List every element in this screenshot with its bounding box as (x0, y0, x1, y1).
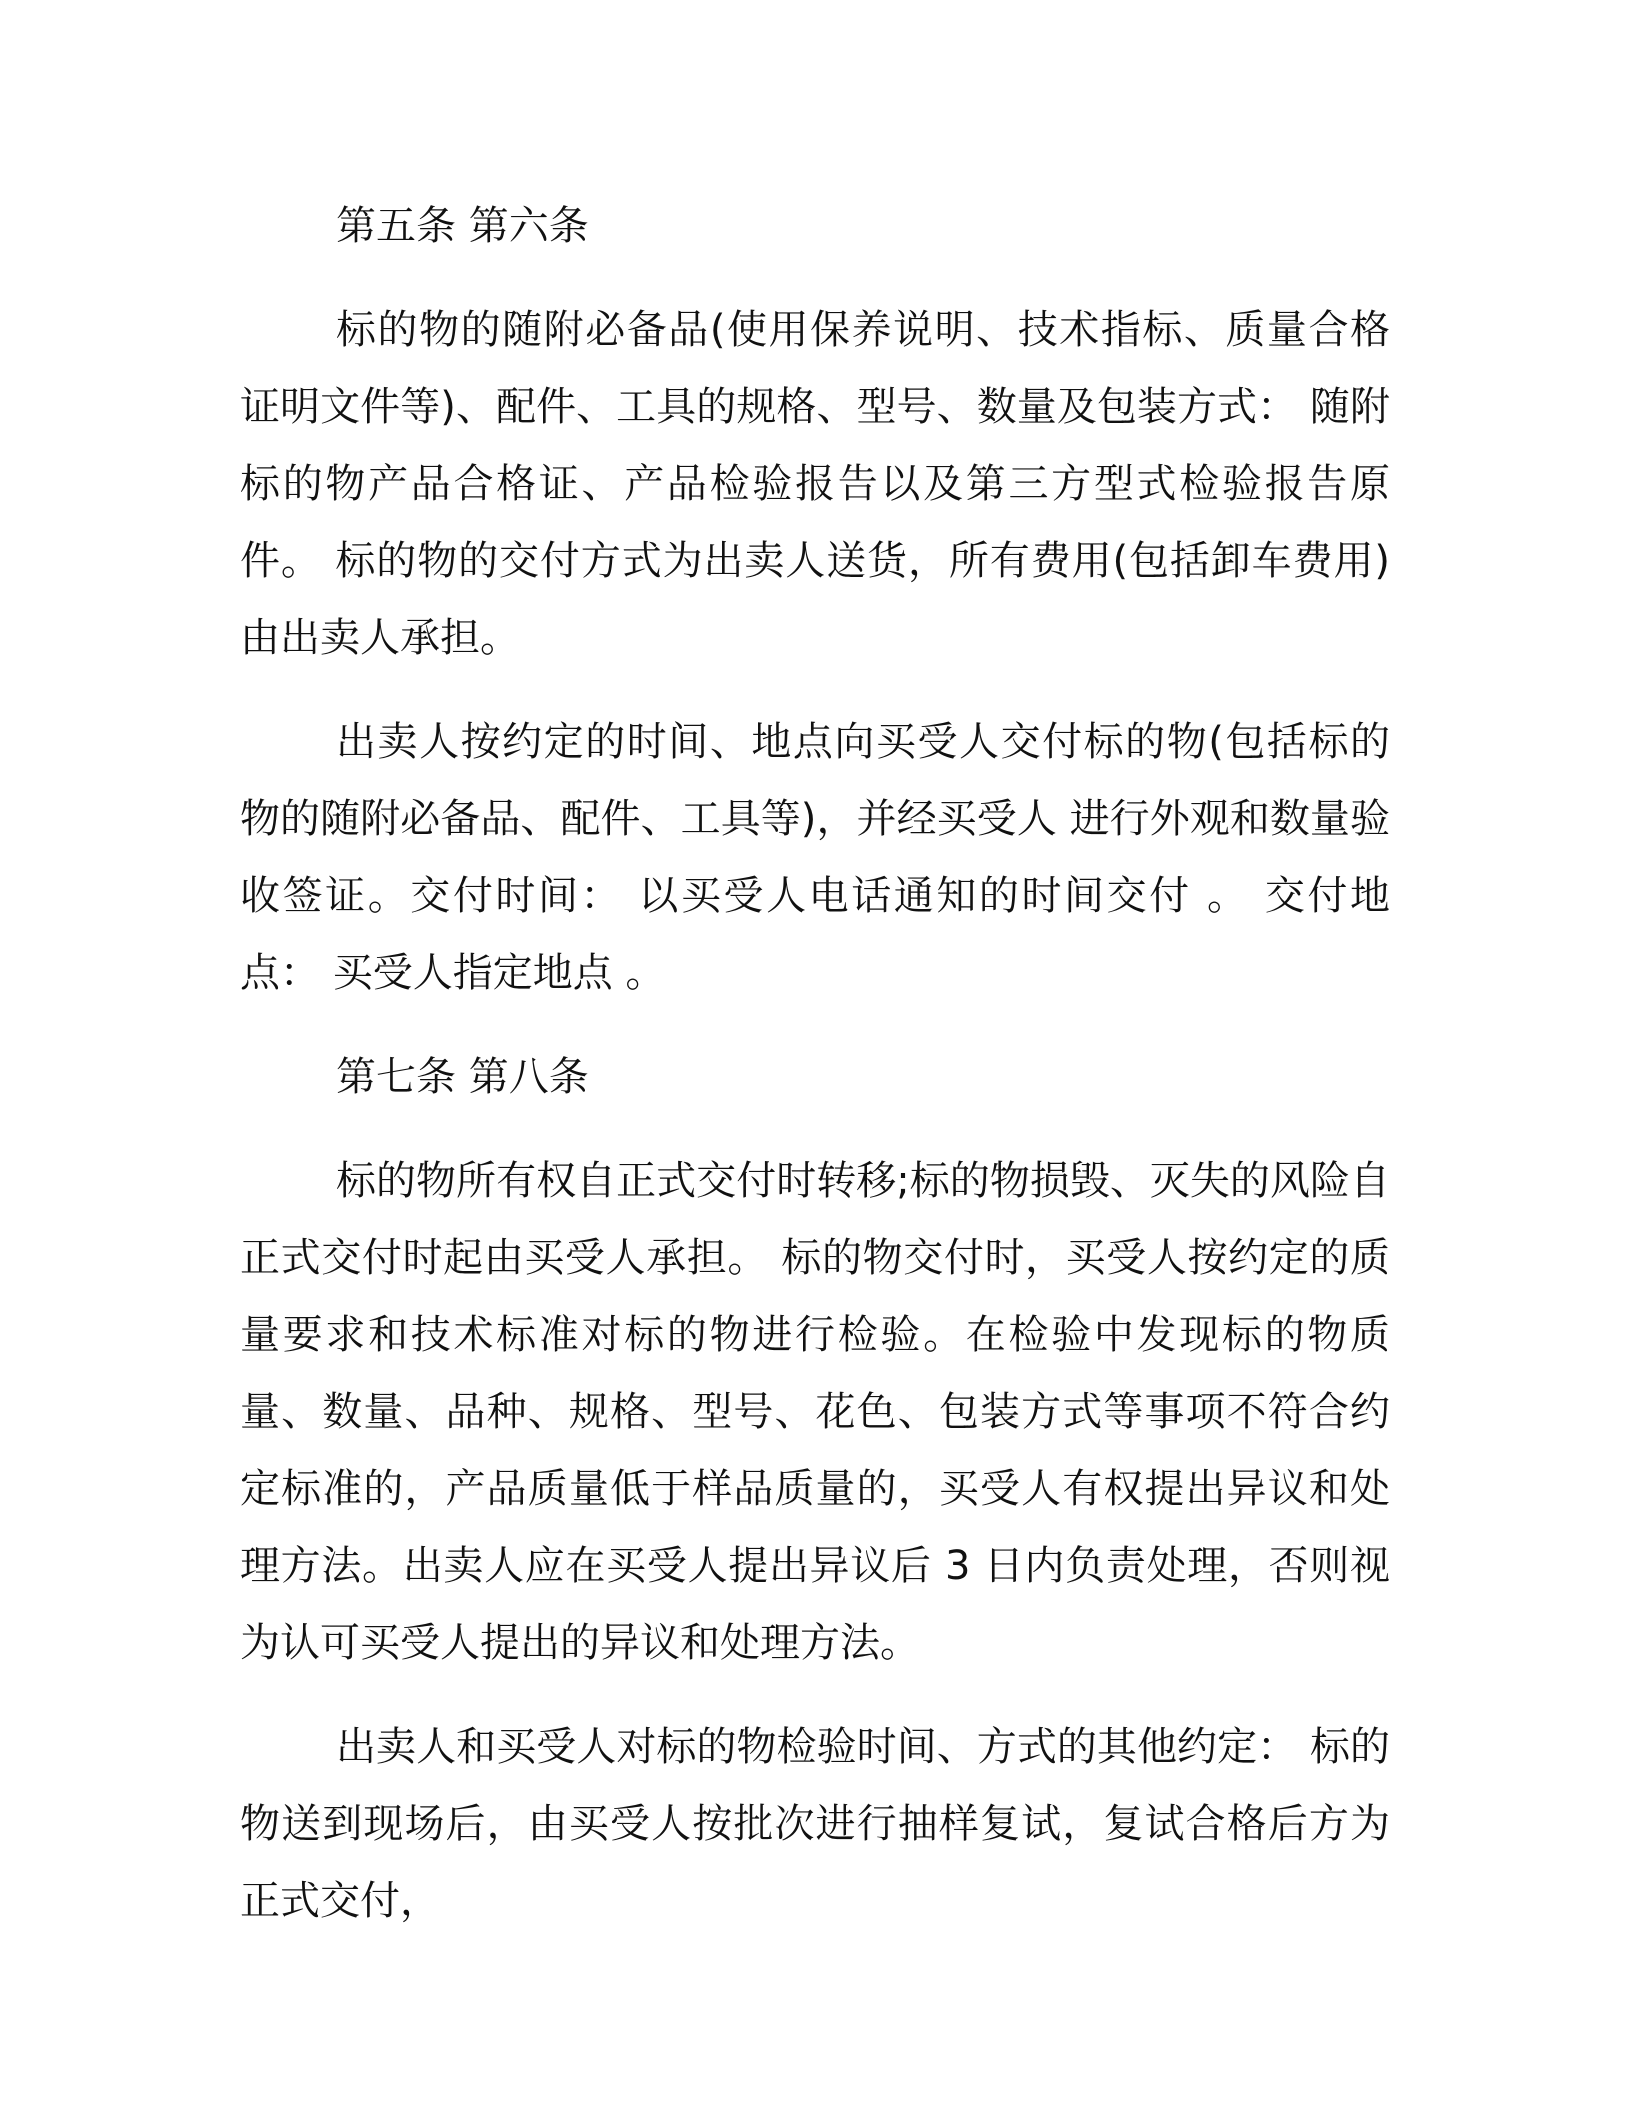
paragraph-inspection-terms: 出卖人和买受人对标的物检验时间、方式的其他约定： 标的物送到现场后，由买受人按批次进行抽样复试，复试合格后方为正式交付， (240, 1724, 1390, 1924)
article-heading-7-8: 第七条 第八条 (336, 1054, 589, 1100)
article-heading-5-6: 第五条 第六条 (336, 203, 589, 249)
paragraph-delivery: 出卖人按约定的时间、地点向买受人交付标的物(包括标的物的随附必备品、配件、工具等)，并经买受人 进行外观和数量验收签证。交付时间： 以买受人电话通知的时间交付 。 交付地点： 买受人指定地点 。 (240, 719, 1390, 996)
paragraph-ownership-inspection: 标的物所有权自正式交付时转移;标的物损毁、灭失的风险自正式交付时起由买受人承担。 标的物交付时，买受人按约定的质量要求和技术标准对标的物进行检验。在检验中发现标的物质量、数量、品种、规格、型号、花色、包装方式等事项不符合约定标准的，产品质量低于样品质量的，买受人有权提出异议和处理方法。出卖人应在买受人提出异议后 3 日内负责处理，否则视为认可买受人提出的异议和处理方法。 (240, 1158, 1390, 1666)
document-body (240, 188, 1390, 1940)
paragraph-accessories: 标的物的随附必备品(使用保养说明、技术指标、质量合格证明文件等)、配件、工具的规格、型号、数量及包装方式： 随附标的物产品合格证、产品检验报告以及第三方型式检验报告原件。 标的物的交付方式为出卖人送货，所有费用(包括卸车费用)由出卖人承担。 (240, 307, 1390, 661)
